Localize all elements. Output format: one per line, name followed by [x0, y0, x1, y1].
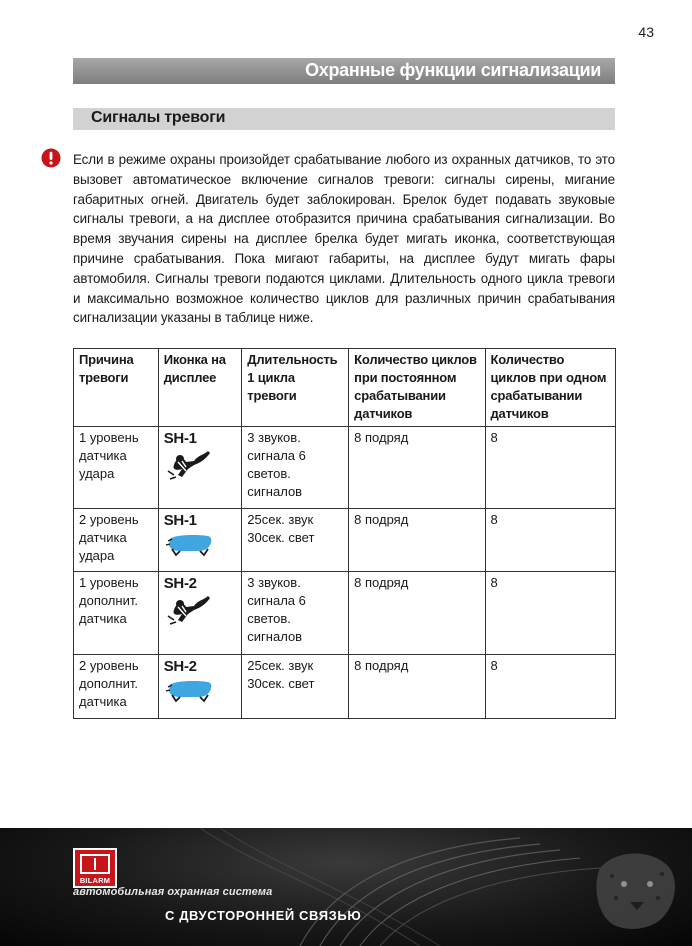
car-silhouette-icon: [164, 531, 214, 557]
duration-cell: 3 звуков. сигнала 6 светов. сигналов: [242, 427, 349, 509]
table-header-row: [74, 349, 616, 427]
cycles-constant-cell: 8 подряд: [349, 509, 485, 572]
icon-code: SH-1: [163, 512, 197, 529]
icon-code: SH-1: [163, 430, 197, 447]
header-duration: Длительность 1 цикла тревоги: [242, 349, 349, 427]
exclamation-icon: [41, 148, 61, 168]
chapter-title: Охранные функции сигнализации: [305, 60, 601, 80]
tagline-line2: С ДВУСТОРОННЕЙ СВЯЗЬЮ: [165, 908, 362, 923]
table-row: [74, 572, 616, 655]
chapter-title-bar: [73, 58, 615, 84]
page-number: 43: [638, 24, 654, 40]
reason-cell: 1 уровень датчика удара: [74, 427, 159, 509]
cycles-single-cell: 8: [485, 509, 616, 572]
reason-cell: 2 уровень дополнит. датчика: [74, 655, 159, 719]
cycles-constant-cell: 8 подряд: [349, 572, 485, 655]
header-icon: Иконка на дисплее: [158, 349, 242, 427]
cycles-single-cell: 8: [485, 427, 616, 509]
table-row: [74, 655, 616, 719]
icon-code: SH-2: [163, 658, 197, 675]
reason-cell: 2 уровень датчика удара: [74, 509, 159, 572]
brand-name: BILARM: [79, 876, 111, 885]
bilarm-logo: [73, 848, 117, 888]
duration-cell: 3 звуков. сигнала 6 светов. сигналов: [242, 572, 349, 655]
alarm-table: [73, 348, 616, 719]
jaguar-head-icon: [596, 853, 675, 928]
icon-cell: [158, 427, 242, 509]
cycles-constant-cell: 8 подряд: [349, 655, 485, 719]
tagline-line1: автомобильная охранная система: [73, 886, 273, 898]
reason-cell: 1 уровень дополнит. датчика: [74, 572, 159, 655]
table-row: [74, 509, 616, 572]
shock-person-icon: [164, 449, 214, 481]
shock-person-icon: [164, 594, 214, 626]
header-cycles-single: Количество циклов при одном срабатывании датчиков: [485, 349, 616, 427]
icon-code: SH-2: [163, 575, 197, 592]
icon-cell: [158, 572, 242, 655]
cycles-single-cell: 8: [485, 572, 616, 655]
duration-cell: 25сек. звук 30сек. свет: [242, 509, 349, 572]
duration-cell: 25сек. звук 30сек. свет: [242, 655, 349, 719]
icon-cell: [158, 655, 242, 719]
car-silhouette-icon: [164, 677, 214, 703]
section-title: Сигналы тревоги: [91, 109, 226, 126]
cycles-constant-cell: 8 подряд: [349, 427, 485, 509]
table-row: [74, 427, 616, 509]
header-reason: Причина тревоги: [74, 349, 159, 427]
cycles-single-cell: 8: [485, 655, 616, 719]
footer-banner: [0, 828, 692, 946]
icon-cell: [158, 509, 242, 572]
header-cycles-constant: Количество циклов при постоянном срабатывании датчиков: [349, 349, 485, 427]
alarm-description: Если в режиме охраны произойдет срабатывание любого из охранных датчиков, то это вызовет автоматическое включение сигналов тревоги: сигналы сирены, мигание габаритных огней. Двигатель будет заблокирован. Брелок будет подавать звуковые сигналы тревоги, а на дисплее отобразится причина срабатывания сигнализации. Во время звучания сирены на дисплее брелка будет мигать иконка, соответствующая причине срабатывания. Пока мигают габариты, на дисплее будут мигать фары автомобиля. Сигналы тревоги подаются циклами. Длительность одного цикла тревоги и максимально возможное количество циклов для различных причин срабатывания сигнализации указаны в таблице ниже.: [73, 152, 615, 326]
section-title-bar: [73, 108, 615, 130]
